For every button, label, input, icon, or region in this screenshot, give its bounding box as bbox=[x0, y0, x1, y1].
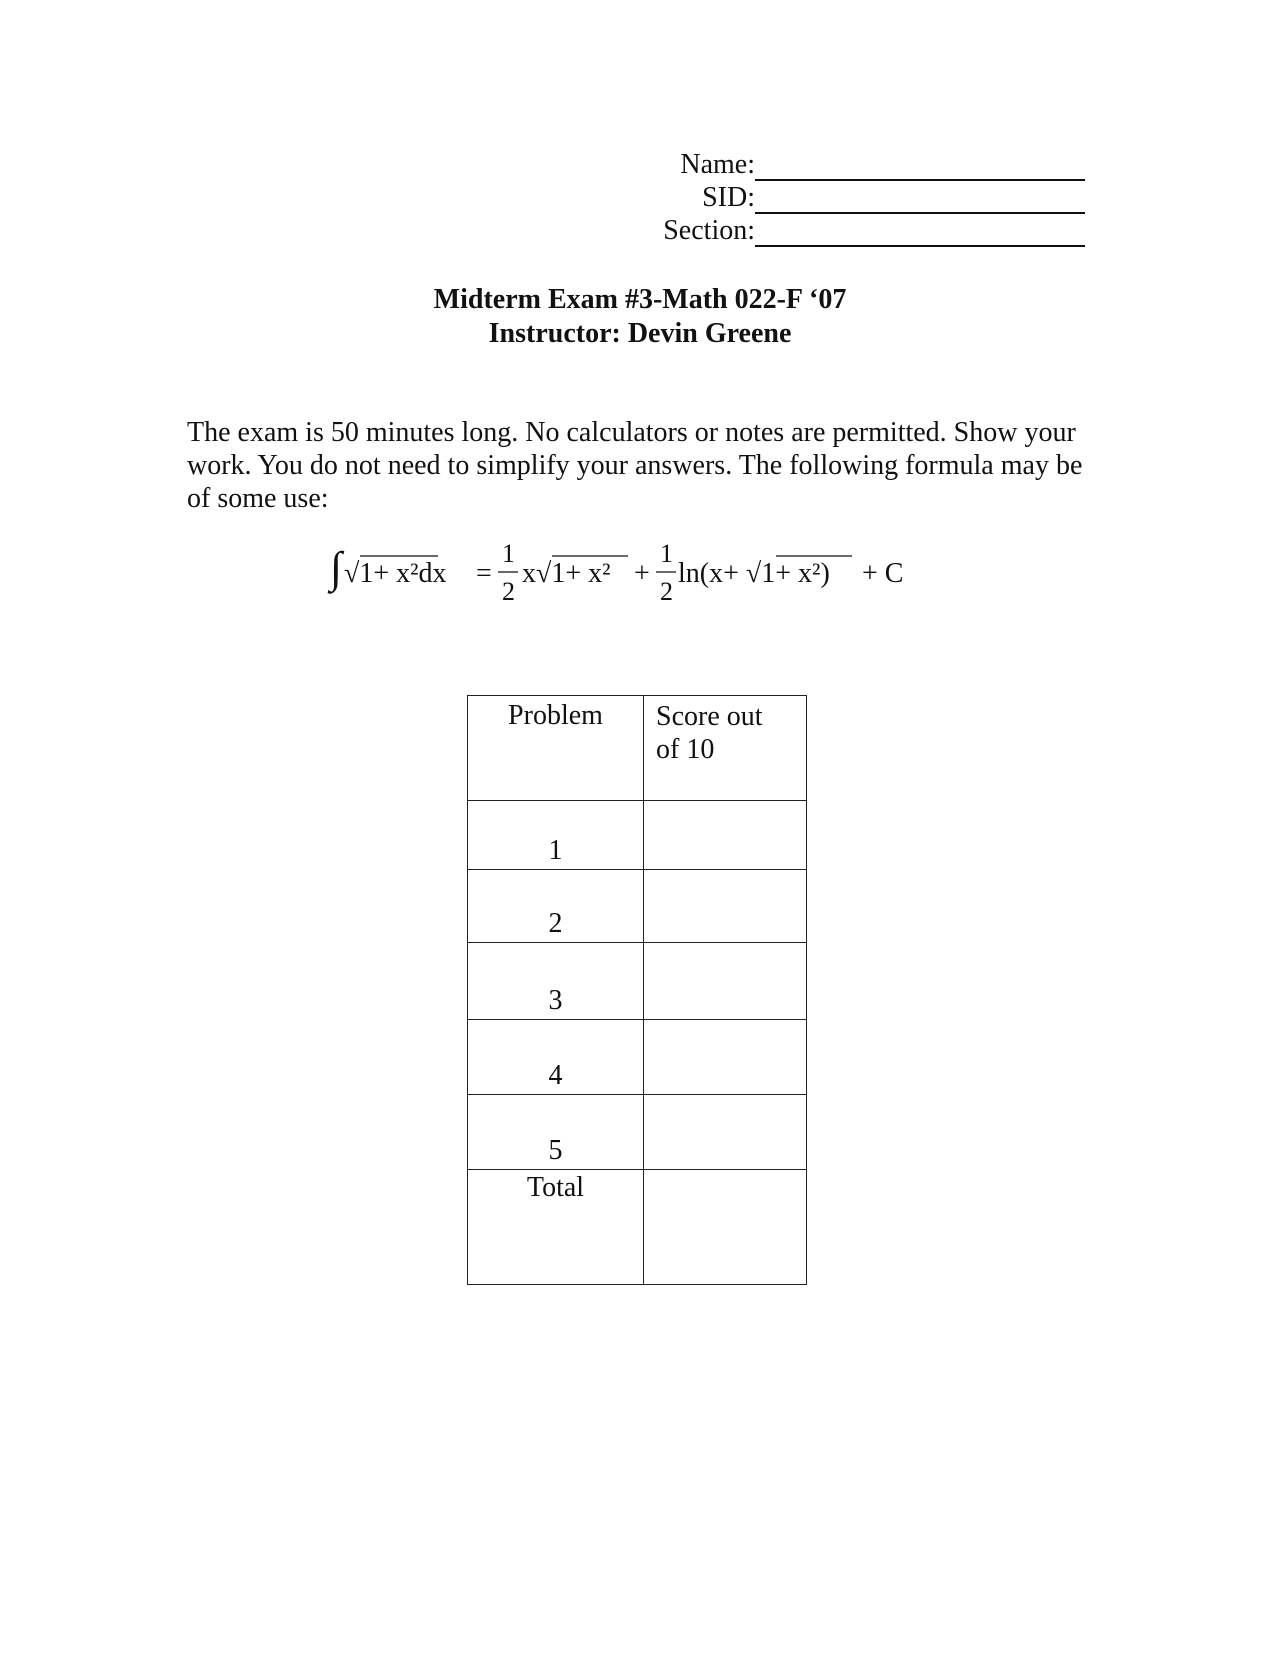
section-label: Section: bbox=[663, 215, 755, 246]
integral-sign: ∫ bbox=[330, 543, 343, 592]
sid-field-row bbox=[600, 181, 1100, 214]
exam-title-block bbox=[0, 283, 1280, 351]
score-table bbox=[467, 695, 807, 1285]
sid-blank-line[interactable] bbox=[755, 186, 1085, 214]
fraction2-numerator: 1 bbox=[660, 539, 673, 568]
problem-number: 4 bbox=[468, 1020, 644, 1095]
score-header bbox=[644, 696, 807, 801]
score-cell[interactable] bbox=[644, 1020, 807, 1095]
formula-equals: = bbox=[476, 558, 492, 589]
table-header-row bbox=[468, 696, 807, 801]
section-blank-line[interactable] bbox=[755, 219, 1085, 247]
fraction1-numerator: 1 bbox=[502, 539, 515, 568]
formula-lhs: √1+ x²dx bbox=[344, 558, 447, 589]
name-label: Name: bbox=[680, 149, 755, 180]
formula-term1: x√1+ x² bbox=[522, 558, 611, 589]
fraction1-denominator: 2 bbox=[502, 577, 515, 606]
integral-formula bbox=[330, 540, 950, 630]
table-row bbox=[468, 1020, 807, 1095]
formula-constant: + C bbox=[862, 558, 904, 589]
table-row bbox=[468, 1095, 807, 1170]
table-row bbox=[468, 801, 807, 870]
score-cell[interactable] bbox=[644, 943, 807, 1020]
problem-header: Problem bbox=[468, 696, 644, 801]
student-info-fields bbox=[600, 148, 1100, 247]
score-cell[interactable] bbox=[644, 1095, 807, 1170]
sid-label: SID: bbox=[702, 182, 755, 213]
formula-ln-term: ln(x+ √1+ x²) bbox=[678, 558, 830, 589]
score-cell[interactable] bbox=[644, 801, 807, 870]
total-score-cell[interactable] bbox=[644, 1170, 807, 1285]
score-header-line1: Score out bbox=[656, 701, 763, 732]
formula-plus: + bbox=[634, 558, 650, 589]
formula-svg bbox=[330, 540, 950, 630]
table-total-row bbox=[468, 1170, 807, 1285]
name-field-row bbox=[600, 148, 1100, 181]
problem-number: 5 bbox=[468, 1095, 644, 1170]
total-label: Total bbox=[468, 1170, 644, 1285]
table-row bbox=[468, 943, 807, 1020]
section-field-row bbox=[600, 214, 1100, 247]
score-header-line2: of 10 bbox=[656, 734, 715, 765]
problem-number: 3 bbox=[468, 943, 644, 1020]
exam-instructions: The exam is 50 minutes long. No calculators or notes are permitted. Show your work. You do not need to simplify your answers. The following formula may be of some use: bbox=[187, 417, 1083, 514]
problem-number: 2 bbox=[468, 870, 644, 943]
score-cell[interactable] bbox=[644, 870, 807, 943]
exam-title: Midterm Exam #3-Math 022-F ‘07 bbox=[433, 284, 847, 315]
fraction2-denominator: 2 bbox=[660, 577, 673, 606]
name-blank-line[interactable] bbox=[755, 153, 1085, 181]
problem-number: 1 bbox=[468, 801, 644, 870]
table-row bbox=[468, 870, 807, 943]
instructor-line: Instructor: Devin Greene bbox=[488, 318, 792, 349]
